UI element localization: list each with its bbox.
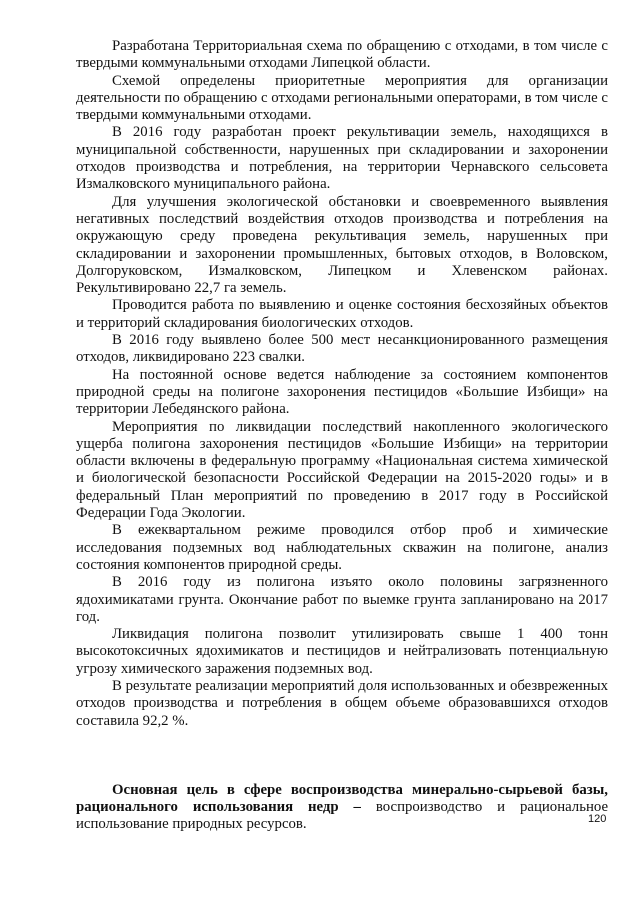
- paragraph-federal-program: Мероприятия по ликвидации последствий накопленного экологического ущерба полигона захоронения пестицидов «Большие Избищи» на территории области включены в федеральную программу «Национальная система химической и биологической безопасности Российской Федерации на 2015-2020 годы» и в федеральный План мероприятий по проведению в 2017 году в Российской Федерации Года Экологии.: [76, 418, 608, 522]
- paragraph-recultivation-project: В 2016 году разработан проект рекультивации земель, находящихся в муниципальной собственности, нарушенных при складировании и захоронении отходов производства и потребления, на территории Чернавского сельсовета Измалковского муниципального района.: [76, 124, 608, 193]
- paragraph-waste-scheme: Разработана Территориальная схема по обращению с отходами, в том числе с твердыми коммунальными отходами Липецкой области.: [76, 38, 608, 72]
- document-page: [76, 38, 608, 834]
- paragraph-soil-removal: В 2016 году из полигона изъято около половины загрязненного ядохимикатами грунта. Окончание работ по выемке грунта запланировано на 2017 год.: [76, 574, 608, 625]
- paragraph-ownerless-objects: Проводится работа по выявлению и оценке состояния бесхозяйных объектов и территорий складирования биологических отходов.: [76, 297, 608, 331]
- page-number: 120: [588, 813, 607, 825]
- paragraph-priority-measures: Схемой определены приоритетные мероприятия для организации деятельности по обращению с отходами региональными операторами, в том числе с твердыми коммунальными отходами.: [76, 72, 608, 124]
- paragraph-main-goal: [76, 782, 608, 834]
- section-spacer: [76, 730, 608, 782]
- paragraph-landfill-liquidation: Ликвидация полигона позволит утилизировать свыше 1 400 тонн высокотоксичных ядохимикатов и пестицидов и нейтрализовать потенциальную угрозу химического заражения подземных вод.: [76, 626, 608, 677]
- paragraph-recultivation-results: Для улучшения экологической обстановки и своевременного выявления негативных последствий воздействия отходов производства и потребления на окружающую среду проведена рекультивация земель, нарушенных при складировании и захоронении промышленных, бытовых отходов, в Воловском, Долгоруковском, Измалковском, Липецком и Хлевенском районах. Рекультивировано 22,7 га земель.: [76, 193, 608, 297]
- paragraph-unauthorized-dumps: В 2016 году выявлено более 500 мест несанкционированного размещения отходов, ликвидировано 223 свалки.: [76, 332, 608, 366]
- paragraph-waste-share: В результате реализации мероприятий доля использованных и обезвреженных отходов производства и потребления в общем объеме образовавшихся отходов составила 92,2 %.: [76, 677, 608, 729]
- main-goal-text: воспроизводство и рациональное использование природных ресурсов.: [76, 799, 609, 833]
- paragraph-monitoring: На постоянной основе ведется наблюдение за состоянием компонентов природной среды на полигоне захоронения пестицидов «Большие Избищи» на территории Лебедянского района.: [76, 366, 608, 418]
- paragraph-water-sampling: В ежеквартальном режиме проводился отбор проб и химические исследования подземных вод наблюдательных скважин на полигоне, анализ состояния компонентов природной среды.: [76, 522, 608, 573]
- main-goal-heading: Основная цель в сфере воспроизводства минерально-сырьевой базы, рационального использования недр –: [76, 781, 608, 816]
